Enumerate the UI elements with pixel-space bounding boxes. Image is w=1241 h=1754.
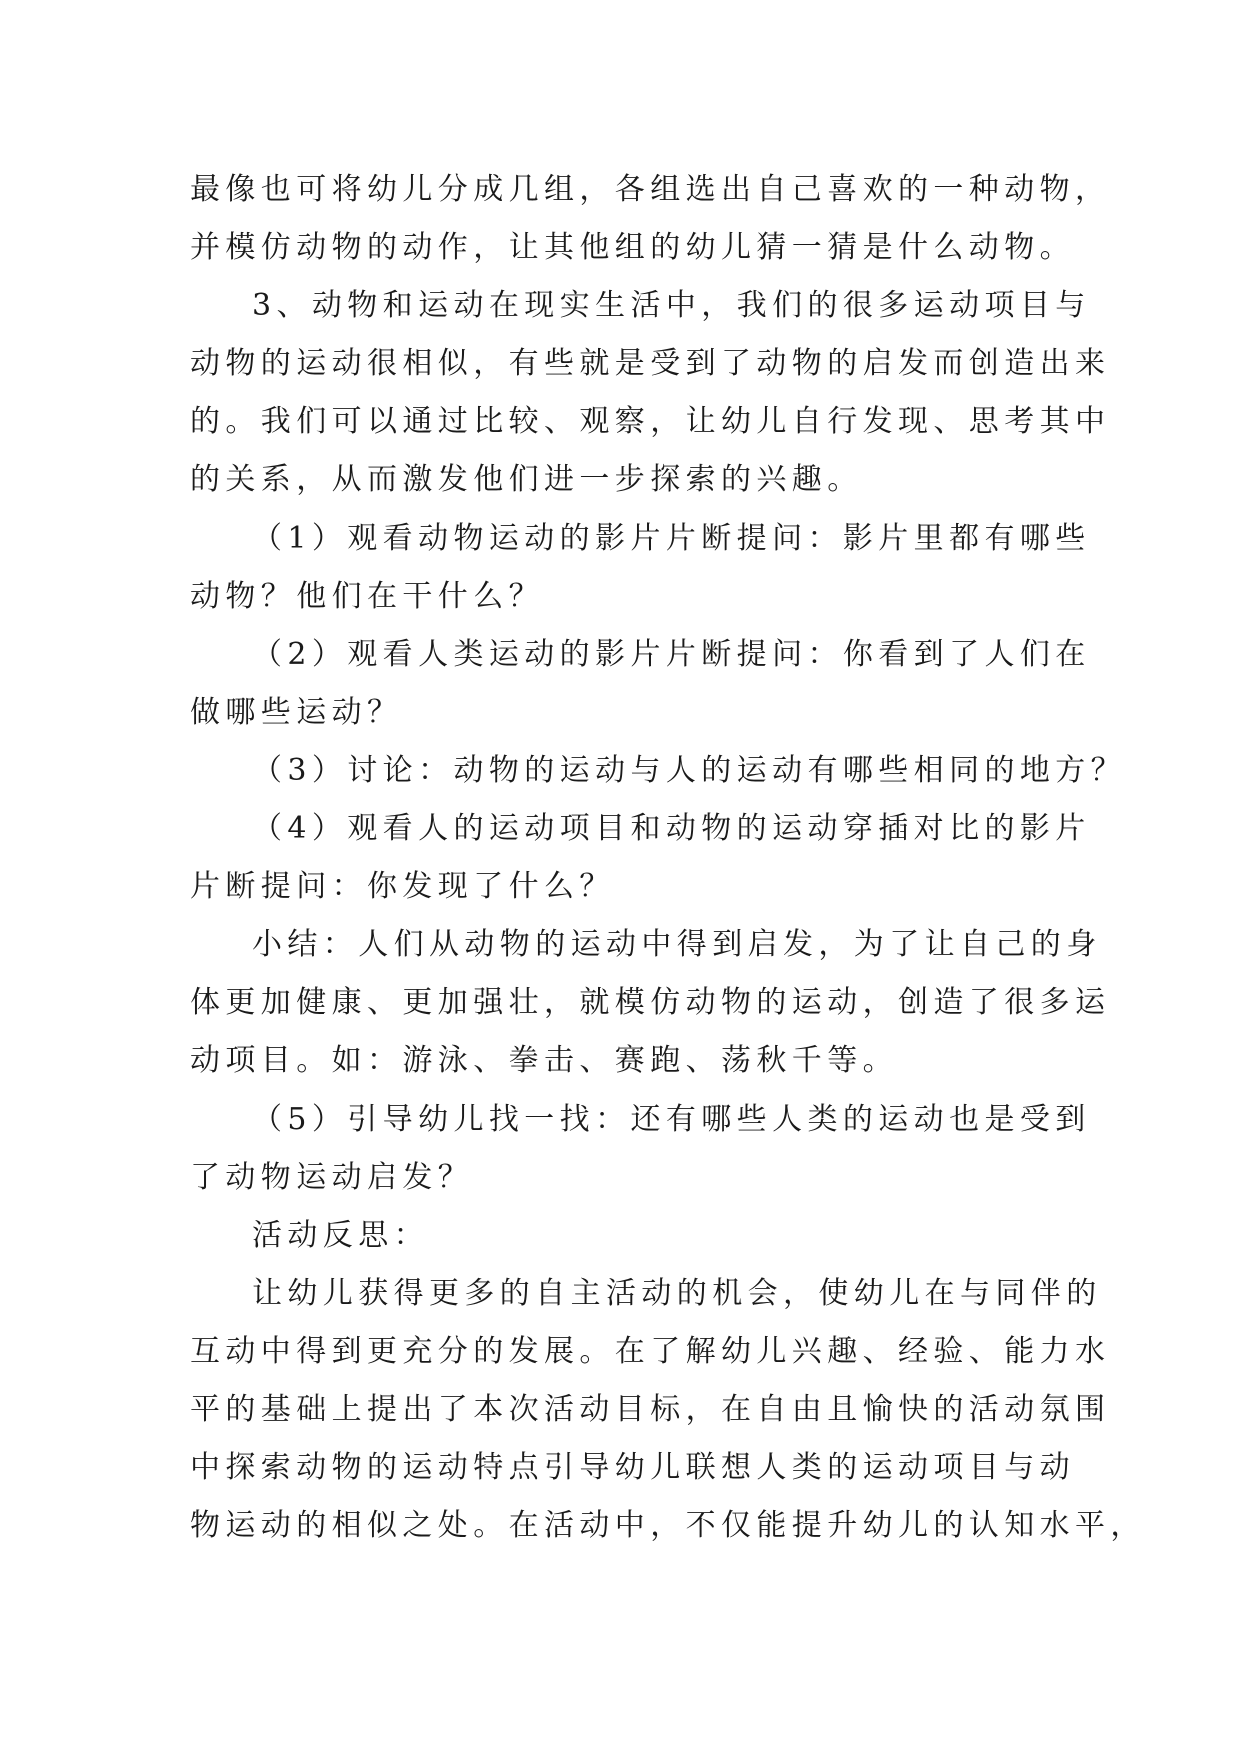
text-line: 动物的运动很相似，有些就是受到了动物的启发而创造出来 <box>190 346 1111 382</box>
text-line: 小结：人们从动物的运动中得到启发，为了让自己的身 <box>252 927 1102 963</box>
text-line: 动项目。如：游泳、拳击、赛跑、荡秋千等。 <box>190 1043 898 1079</box>
text-line: （1）观看动物运动的影片片断提问：影片里都有哪些 <box>252 520 1091 556</box>
text-line: 3、动物和运动在现实生活中，我们的很多运动项目与 <box>252 288 1091 324</box>
text-line: 动物？他们在干什么？ <box>190 578 544 614</box>
text-line: （4）观看人的运动项目和动物的运动穿插对比的影片 <box>252 811 1091 847</box>
text-line: 让幼儿获得更多的自主活动的机会，使幼儿在与同伴的 <box>252 1275 1102 1311</box>
text-line: 的。我们可以通过比较、观察，让幼儿自行发现、思考其中 <box>190 404 1111 440</box>
text-line: 平的基础上提出了本次活动目标，在自由且愉快的活动氛围 <box>190 1391 1111 1427</box>
text-line: 物运动的相似之处。在活动中，不仅能提升幼儿的认知水平， <box>190 1508 1146 1544</box>
text-line: 的关系，从而激发他们进一步探索的兴趣。 <box>190 462 863 498</box>
text-line: 体更加健康、更加强壮，就模仿动物的运动，创造了很多运 <box>190 985 1111 1021</box>
text-line: 了动物运动启发？ <box>190 1159 474 1195</box>
body-text <box>190 161 1146 1555</box>
text-line: （3）讨论：动物的运动与人的运动有哪些相同的地方？ <box>252 752 1127 788</box>
text-line: 片断提问：你发现了什么？ <box>190 869 615 905</box>
text-line: 做哪些运动？ <box>190 694 403 730</box>
text-line: 活动反思： <box>252 1217 429 1253</box>
text-line: 并模仿动物的动作，让其他组的幼儿猜一猜是什么动物。 <box>190 230 1075 266</box>
text-line: 中探索动物的运动特点引导幼儿联想人类的运动项目与动 <box>190 1450 1075 1486</box>
text-line: 互动中得到更充分的发展。在了解幼儿兴趣、经验、能力水 <box>190 1333 1111 1369</box>
text-line: 最像也可将幼儿分成几组，各组选出自己喜欢的一种动物， <box>190 172 1111 207</box>
text-line: （2）观看人类运动的影片片断提问：你看到了人们在 <box>252 636 1091 672</box>
text-line: （5）引导幼儿找一找：还有哪些人类的运动也是受到 <box>252 1101 1091 1137</box>
